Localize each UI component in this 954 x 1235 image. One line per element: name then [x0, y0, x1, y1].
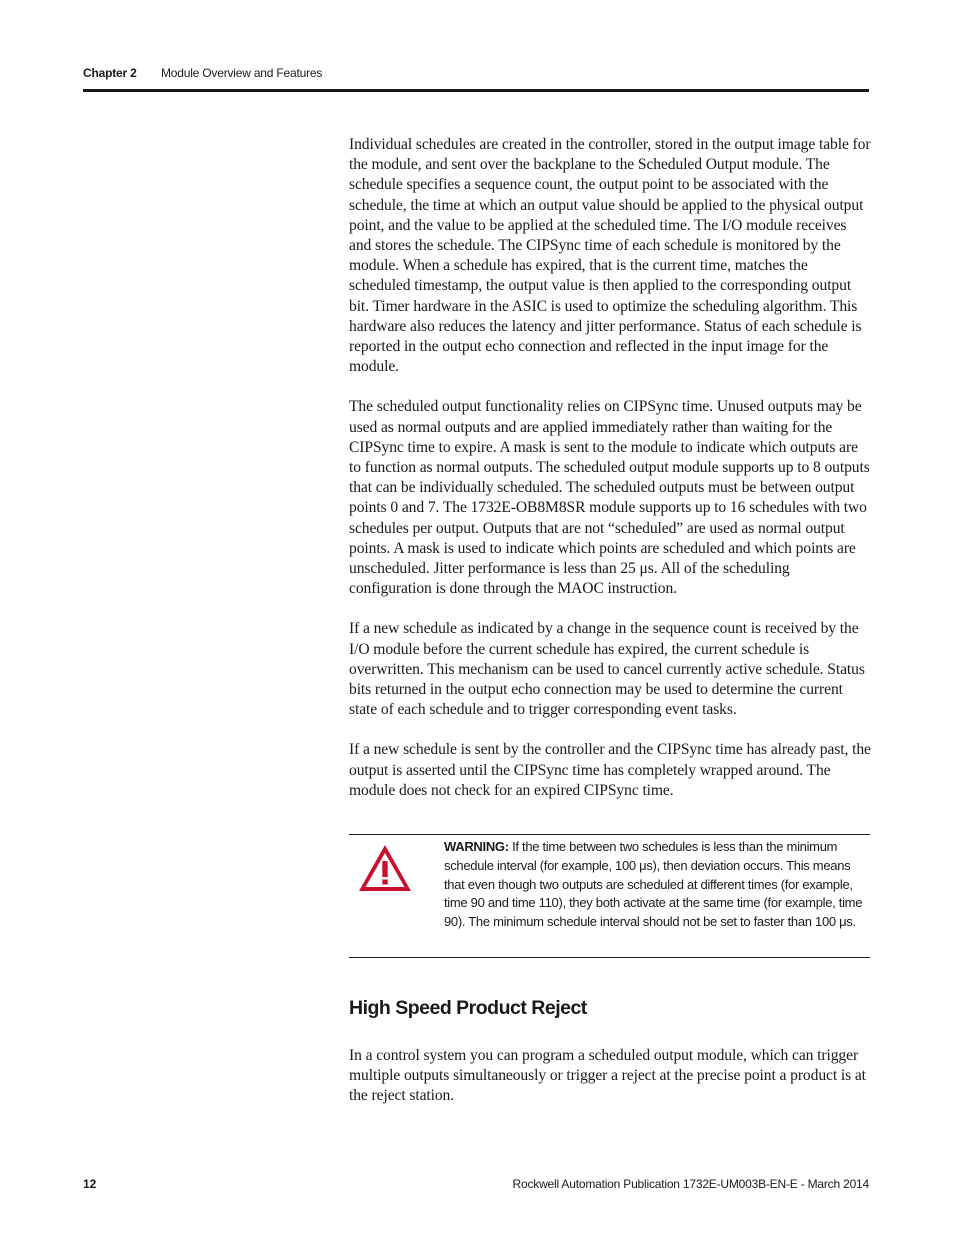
paragraph-product-reject: In a control system you can program a scheduled output module, which can trigger multiple outputs simultaneously or trigger a reject at the precise point a product is at the reject station.	[349, 1047, 866, 1105]
warning-text	[444, 838, 864, 932]
page-number: 12	[83, 1177, 97, 1191]
paragraph-cipsync: The scheduled output functionality relies on CIPSync time. Unused outputs may be used as normal outputs and are applied immediately rather than waiting for the CIPSync time to expire. A mask is sent to the module to indicate which outputs are to function as normal outputs. The scheduled output module supports up to 8 outputs that can be individually scheduled. The scheduled outputs must be between output points 0 and 7. The 1732E-OB8M8SR module supports up to 16 schedules with two schedules per output. Outputs that are not “scheduled” are used as normal output points. A mask is used to indicate which points are scheduled and which points are unscheduled. Jitter performance is less than 25 μs. All of the scheduling configuration is done through the MAOC instruction.	[349, 398, 870, 598]
section-heading: High Speed Product Reject	[349, 997, 587, 1019]
section-body	[349, 1046, 871, 1127]
warning-triangle-icon	[357, 843, 413, 893]
paragraph-sequence-count: If a new schedule as indicated by a change in the sequence count is received by the I/O module before the current schedule has expired, the current schedule is overwritten. This mechanism can be used to cancel currently active schedule. Status bits returned in the output echo connection may be used to determine the current state of each schedule and to trigger corresponding event tasks.	[349, 620, 865, 719]
chapter-label: Chapter 2	[83, 66, 137, 80]
warning-label: WARNING:	[444, 839, 509, 854]
publication-info: Rockwell Automation Publication 1732E-UM003B-EN-E - March 2014	[512, 1177, 869, 1191]
warning-callout	[349, 834, 870, 958]
body-text	[349, 135, 871, 821]
paragraph-schedules: Individual schedules are created in the controller, stored in the output image table for the module, and sent over the backplane to the Scheduled Output module. The schedule specifies a sequence count, the output point to be associated with the schedule, the time at which an output value should be applied to the physical output point, and the value to be applied at the scheduled time. The I/O module receives and stores the schedule. The CIPSync time of each schedule is monitored by the module. When a schedule has expired, that is the current time, matches the scheduled timestamp, the output value is then applied to the corresponding output bit. Timer hardware in the ASIC is used to optimize the scheduling algorithm. This hardware also reduces the latency and jitter performance. Status of each schedule is reported in the output echo connection and reflected in the input image for the module.	[349, 136, 871, 376]
warning-message: If the time between two schedules is less than the minimum schedule interval (for example, 100 μs), then deviation occurs. This means that even though two outputs are scheduled at different times (for example, time 90 and time 110), they both activate at the same time (for example, time 90). The minimum schedule interval should not be set to faster than 100 μs.	[444, 839, 863, 930]
chapter-title: Module Overview and Features	[161, 66, 323, 80]
page-header	[83, 66, 869, 90]
paragraph-expired-time: If a new schedule is sent by the controller and the CIPSync time has already past, the output is asserted until the CIPSync time has completely wrapped around. The module does not check for an expired CIPSync time.	[349, 741, 871, 799]
header-divider	[83, 89, 869, 92]
